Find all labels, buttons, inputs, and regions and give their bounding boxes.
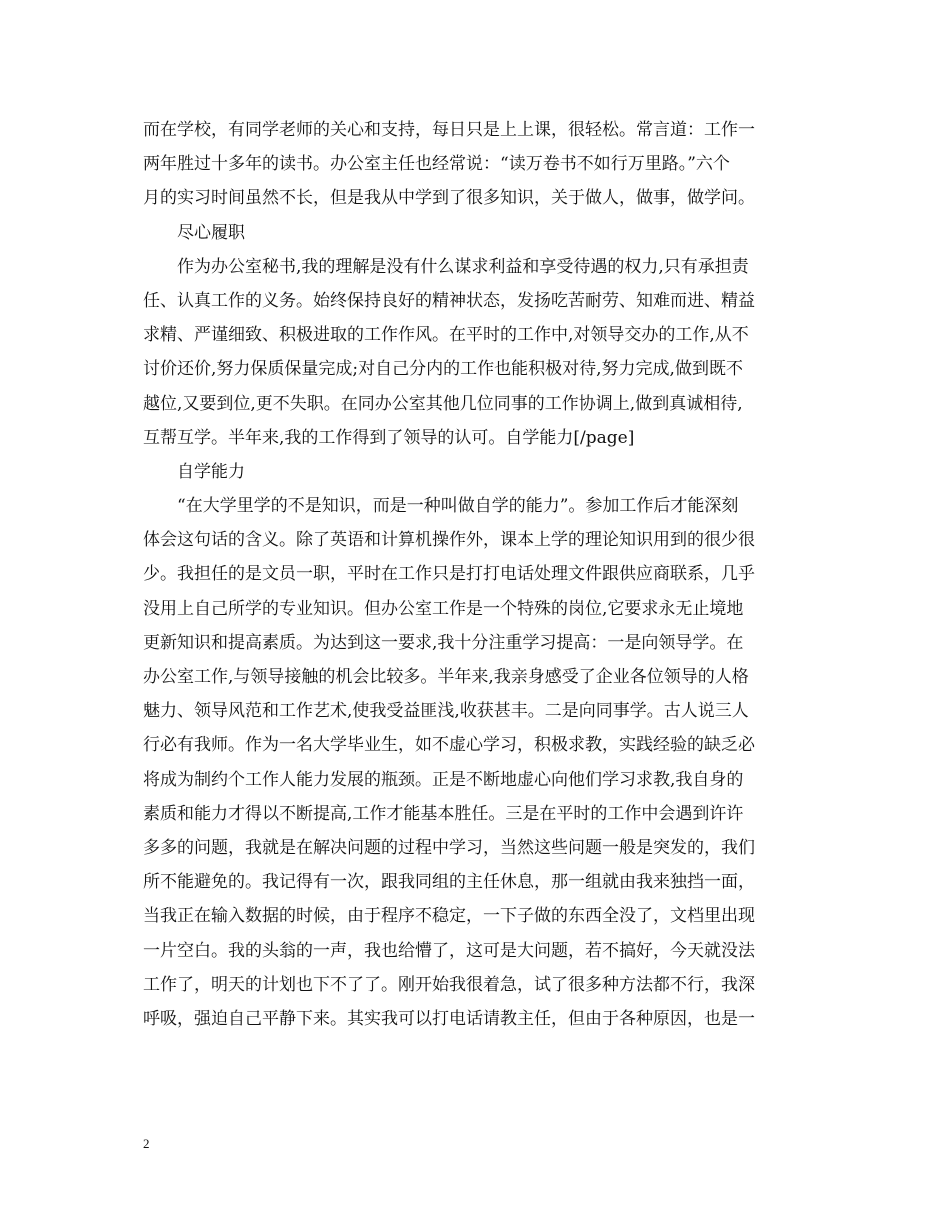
text-line: 魅力、领导风范和工作艺术,使我受益匪浅,收获甚丰。二是向同事学。古人说三人 [143, 701, 749, 722]
section-heading: 自学能力 [177, 461, 245, 482]
body-text [143, 113, 813, 1036]
text-line: 越位,又要到位,更不失职。在同办公室其他几位同事的工作协调上,做到真诚相待, [143, 393, 743, 414]
text-line: 少。我担任的是文员一职，平时在工作只是打打电话处理文件跟供应商联系，几乎 [143, 564, 755, 585]
section-heading: 尽心履职 [177, 222, 245, 243]
text-line: 没用上自己所学的专业知识。但办公室工作是一个特殊的岗位,它要求永无止境地 [143, 598, 744, 619]
page-number: 2 [143, 1136, 150, 1151]
text-line: 所不能避免的。我记得有一次，跟我同组的主任休息，那一组就由我来独挡一面， [143, 872, 755, 893]
text-line: 两年胜过十多年的读书。办公室主任也经常说：“读万卷书不如行万里路。”六个 [143, 154, 730, 175]
text-line: 互帮互学。半年来,我的工作得到了领导的认可。自学能力[/page] [143, 427, 635, 448]
text-line: 将成为制约个工作人能力发展的瓶颈。正是不断地虚心向他们学习求教,我自身的 [143, 769, 744, 790]
text-line: 体会这句话的含义。除了英语和计算机操作外，课本上学的理论知识用到的很少很 [143, 530, 755, 551]
text-line: 求精、严谨细致、积极进取的工作作风。在平时的工作中,对领导交办的工作,从不 [143, 325, 749, 346]
text-line: 工作了，明天的计划也下不了了。刚开始我很着急，试了很多种方法都不行，我深 [143, 974, 755, 995]
text-line: 而在学校，有同学老师的关心和支持，每日只是上上课，很轻松。常言道：工作一 [143, 120, 755, 140]
text-line: 任、认真工作的义务。始终保持良好的精神状态，发扬吃苦耐劳、知难而进、精益 [143, 290, 755, 311]
text-line: 办公室工作,与领导接触的机会比较多。半年来,我亲身感受了企业各位领导的人格 [143, 667, 749, 687]
text-line: 作为办公室秘书,我的理解是没有什么谋求利益和享受待遇的权力,只有承担责 [177, 256, 749, 277]
text-line: “在大学里学的不是知识，而是一种叫做自学的能力”。参加工作后才能深刻 [177, 496, 739, 517]
text-line: 当我正在输入数据的时候，由于程序不稳定，一下子做的东西全没了，文档里出现 [143, 906, 755, 927]
text-line: 月的实习时间虽然不长，但是我从中学到了很多知识，关于做人，做事，做学问。 [143, 188, 755, 209]
text-line: 更新知识和提高素质。为达到这一要求,我十分注重学习提高：一是向领导学。在 [143, 632, 744, 653]
text-line: 讨价还价,努力保质保量完成;对自己分内的工作也能积极对待,努力完成,做到既不 [143, 359, 743, 380]
text-line: 一片空白。我的头翁的一声，我也给懵了，这可是大问题，若不搞好，今天就没法 [143, 940, 755, 961]
text-line: 多多的问题，我就是在解决问题的过程中学习，当然这些问题一般是突发的，我们 [143, 837, 755, 858]
text-line: 素质和能力才得以不断提高,工作才能基本胜任。三是在平时的工作中会遇到许许 [143, 803, 744, 824]
text-line: 呼吸，强迫自己平静下来。其实我可以打电话请教主任，但由于各种原因，也是一 [143, 1008, 755, 1029]
text-line: 行必有我师。作为一名大学毕业生，如不虚心学习，积极求教，实践经验的缺乏必 [143, 735, 755, 756]
